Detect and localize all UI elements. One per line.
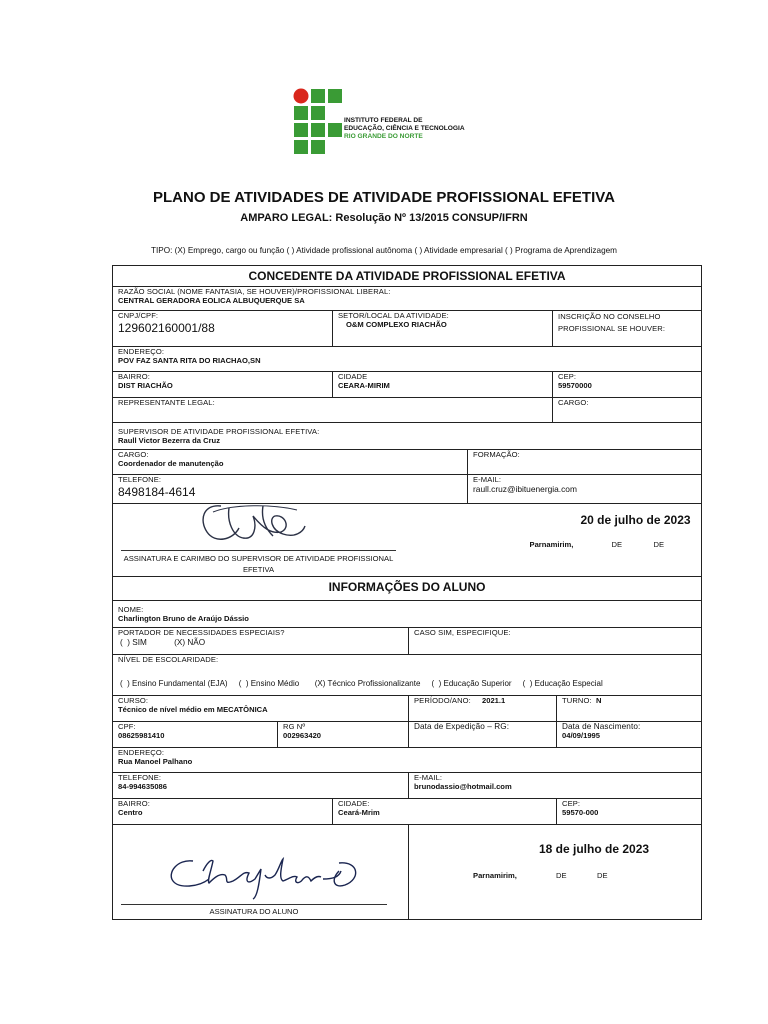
email-aluno-label: E-MAIL: (414, 773, 443, 782)
email-aluno-field (409, 773, 702, 799)
inscricao-label: INSCRIÇÃO NO CONSELHO PROFISSIONAL SE HOUVER: (558, 312, 666, 333)
rg-field (278, 722, 409, 748)
turno-label: TURNO: (562, 696, 592, 705)
nome-aluno-value: Charlington Bruno de Araújo Dássio (118, 614, 249, 623)
supervisor-date-box (468, 504, 702, 577)
setor-field (333, 311, 553, 347)
cep-aluno-field (557, 799, 702, 825)
cargo-supervisor-field (113, 450, 468, 475)
bairro-aluno-label: BAIRRO: (118, 799, 150, 808)
razao-social-label: RAZÃO SOCIAL (NOME FANTASIA, SE HOUVER)/PROFISSIONAL LIBERAL: (118, 287, 391, 296)
ifrn-logo-mark-icon (292, 88, 344, 158)
necessidades-label: PORTADOR DE NECESSIDADES ESPECIAIS? (118, 628, 285, 637)
razao-social-field (113, 287, 702, 311)
razao-social-value: CENTRAL GERADORA EOLICA ALBUQUERQUE SA (118, 296, 305, 305)
bairro-aluno-field (113, 799, 333, 825)
turno-field (557, 696, 702, 722)
endereco-aluno-label: ENDEREÇO: (118, 748, 165, 757)
endereco-empresa-label: ENDEREÇO: (118, 347, 165, 356)
nome-aluno-field (113, 601, 702, 628)
nascimento-label: Data de Nascimento: (562, 722, 641, 731)
rg-label: RG Nº (283, 722, 306, 731)
curso-label: CURSO: (118, 696, 149, 705)
cidade-empresa-field (333, 372, 553, 398)
supervisor-place: Parnamirim, (529, 540, 574, 549)
cargo-representante-label: CARGO: (558, 398, 589, 407)
formacao-field (468, 450, 702, 475)
aluno-section-title: INFORMAÇÕES DO ALUNO (113, 577, 702, 601)
supervisor-date-de-1: DE (611, 540, 623, 549)
cep-empresa-value: 59570000 (558, 381, 592, 390)
logo-line-2: EDUCAÇÃO, CIÊNCIA E TECNOLOGIA (344, 125, 465, 133)
bairro-empresa-value: DIST RIACHÃO (118, 381, 173, 390)
supervisor-value: Raull Victor Bezerra da Cruz (118, 436, 220, 445)
periodo-field (409, 696, 557, 722)
telefone-aluno-field (113, 773, 409, 799)
logo-text (344, 117, 465, 142)
cnpj-field (113, 311, 333, 347)
aluno-place: Parnamirim, (473, 871, 517, 880)
necessidades-options: ( ) SIM (X) NÃO (120, 638, 206, 647)
curso-field (113, 696, 409, 722)
cargo-supervisor-label: CARGO: (118, 450, 149, 459)
email-supervisor-field (468, 475, 702, 504)
cidade-aluno-field (333, 799, 557, 825)
endereco-empresa-value: POV FAZ SANTA RITA DO RIACHAO,SN (118, 356, 261, 365)
activity-plan-form (112, 265, 702, 920)
representante-field (113, 398, 553, 423)
telefone-aluno-value: 84-994635086 (118, 782, 167, 791)
supervisor-signature-box (113, 504, 468, 577)
expedicao-field (409, 722, 557, 748)
nascimento-field (557, 722, 702, 748)
nascimento-value: 04/09/1995 (562, 731, 601, 740)
cep-empresa-field (553, 372, 702, 398)
document-title: PLANO DE ATIVIDADES DE ATIVIDADE PROFISSIONAL EFETIVA (153, 189, 615, 206)
email-supervisor-label: E-MAIL: (473, 475, 502, 484)
supervisor-signature-caption: ASSINATURA E CARIMBO DO SUPERVISOR DE ATIVIDADE PROFISSIONAL EFETIVA (123, 554, 394, 574)
aluno-date-de-1: DE (556, 871, 567, 880)
cidade-empresa-label: CIDADE (338, 372, 368, 381)
supervisor-field (113, 423, 702, 450)
escolaridade-label: NÍVEL DE ESCOLARIDADE: (118, 655, 219, 664)
inscricao-field (553, 311, 702, 347)
cidade-aluno-value: Ceará-Mrim (338, 808, 380, 817)
cargo-representante-field (553, 398, 702, 423)
rg-value: 002963420 (283, 731, 322, 740)
cnpj-value: 129602160001/88 (118, 321, 215, 335)
cargo-supervisor-value: Coordenador de manutenção (118, 459, 224, 468)
supervisor-label: SUPERVISOR DE ATIVIDADE PROFISSIONAL EFETIVA: (118, 427, 320, 436)
escolaridade-options: ( ) Ensino Fundamental (EJA) ( ) Ensino Médio (X) Técnico Profissionalizante ( ) Educação Superior ( ) Educação Especial (120, 679, 603, 688)
caso-sim-field (409, 628, 702, 655)
telefone-supervisor-value: 8498184-4614 (118, 485, 196, 499)
cep-aluno-label: CEP: (562, 799, 581, 808)
cnpj-label: CNPJ/CPF: (118, 311, 159, 320)
cidade-empresa-value: CEARA-MIRIM (338, 381, 390, 390)
aluno-date: 18 de julho de 2023 (539, 842, 650, 856)
cpf-field (113, 722, 278, 748)
aluno-signature-caption: ASSINATURA DO ALUNO (209, 907, 299, 916)
cpf-value: 08625981410 (118, 731, 165, 740)
expedicao-label: Data de Expedição – RG: (414, 722, 510, 731)
legal-basis: AMPARO LEGAL: Resolução Nº 13/2015 CONSUP/IFRN (240, 212, 528, 224)
bairro-aluno-value: Centro (118, 808, 143, 817)
supervisor-signature-icon (193, 504, 313, 551)
telefone-supervisor-field (113, 475, 468, 504)
cep-empresa-label: CEP: (558, 372, 577, 381)
endereco-empresa-field (113, 347, 702, 372)
endereco-aluno-field (113, 748, 702, 773)
caso-sim-label: CASO SIM, ESPECIFIQUE: (414, 628, 511, 637)
cidade-aluno-label: CIDADE: (338, 799, 370, 808)
telefone-supervisor-label: TELEFONE: (118, 475, 162, 484)
curso-value: Técnico de nível médio em MECATÔNICA (118, 705, 268, 714)
turno-value: N (596, 696, 602, 705)
concedente-section-title: CONCEDENTE DA ATIVIDADE PROFISSIONAL EFETIVA (113, 266, 702, 287)
activity-type: TIPO: (X) Emprego, cargo ou função ( ) Atividade profissional autônoma ( ) Atividade empresarial ( ) Programa de Aprendizagem (151, 246, 617, 255)
cpf-label: CPF: (118, 722, 136, 731)
escolaridade-field (113, 655, 702, 696)
supervisor-date-de-2: DE (653, 540, 665, 549)
periodo-label: PERÍODO/ANO: (414, 696, 471, 705)
supervisor-date: 20 de julho de 2023 (580, 513, 691, 527)
endereco-aluno-value: Rua Manoel Palhano (118, 757, 193, 766)
nome-aluno-label: NOME: (118, 605, 144, 614)
setor-value: O&M COMPLEXO RIACHÃO (346, 320, 447, 329)
aluno-signature-icon (163, 849, 363, 901)
bairro-empresa-label: BAIRRO: (118, 372, 150, 381)
necessidades-field (113, 628, 409, 655)
aluno-signature-box (113, 825, 409, 920)
telefone-aluno-label: TELEFONE: (118, 773, 162, 782)
email-aluno-value: brunodassio@hotmail.com (414, 782, 512, 791)
periodo-value: 2021.1 (482, 696, 506, 705)
setor-label: SETOR/LOCAL DA ATIVIDADE: (338, 311, 449, 320)
email-supervisor-value: raull.cruz@ibituenergia.com (473, 484, 577, 494)
representante-label: REPRESENTANTE LEGAL: (118, 398, 215, 407)
aluno-date-de-2: DE (597, 871, 608, 880)
formacao-label: FORMAÇÃO: (473, 450, 520, 459)
logo-line-3: RIO GRANDE DO NORTE (344, 133, 423, 141)
aluno-date-box (409, 825, 702, 920)
bairro-empresa-field (113, 372, 333, 398)
cep-aluno-value: 59570-000 (562, 808, 599, 817)
logo-line-1: INSTITUTO FEDERAL DE (344, 117, 423, 124)
ifrn-logo (292, 88, 492, 158)
